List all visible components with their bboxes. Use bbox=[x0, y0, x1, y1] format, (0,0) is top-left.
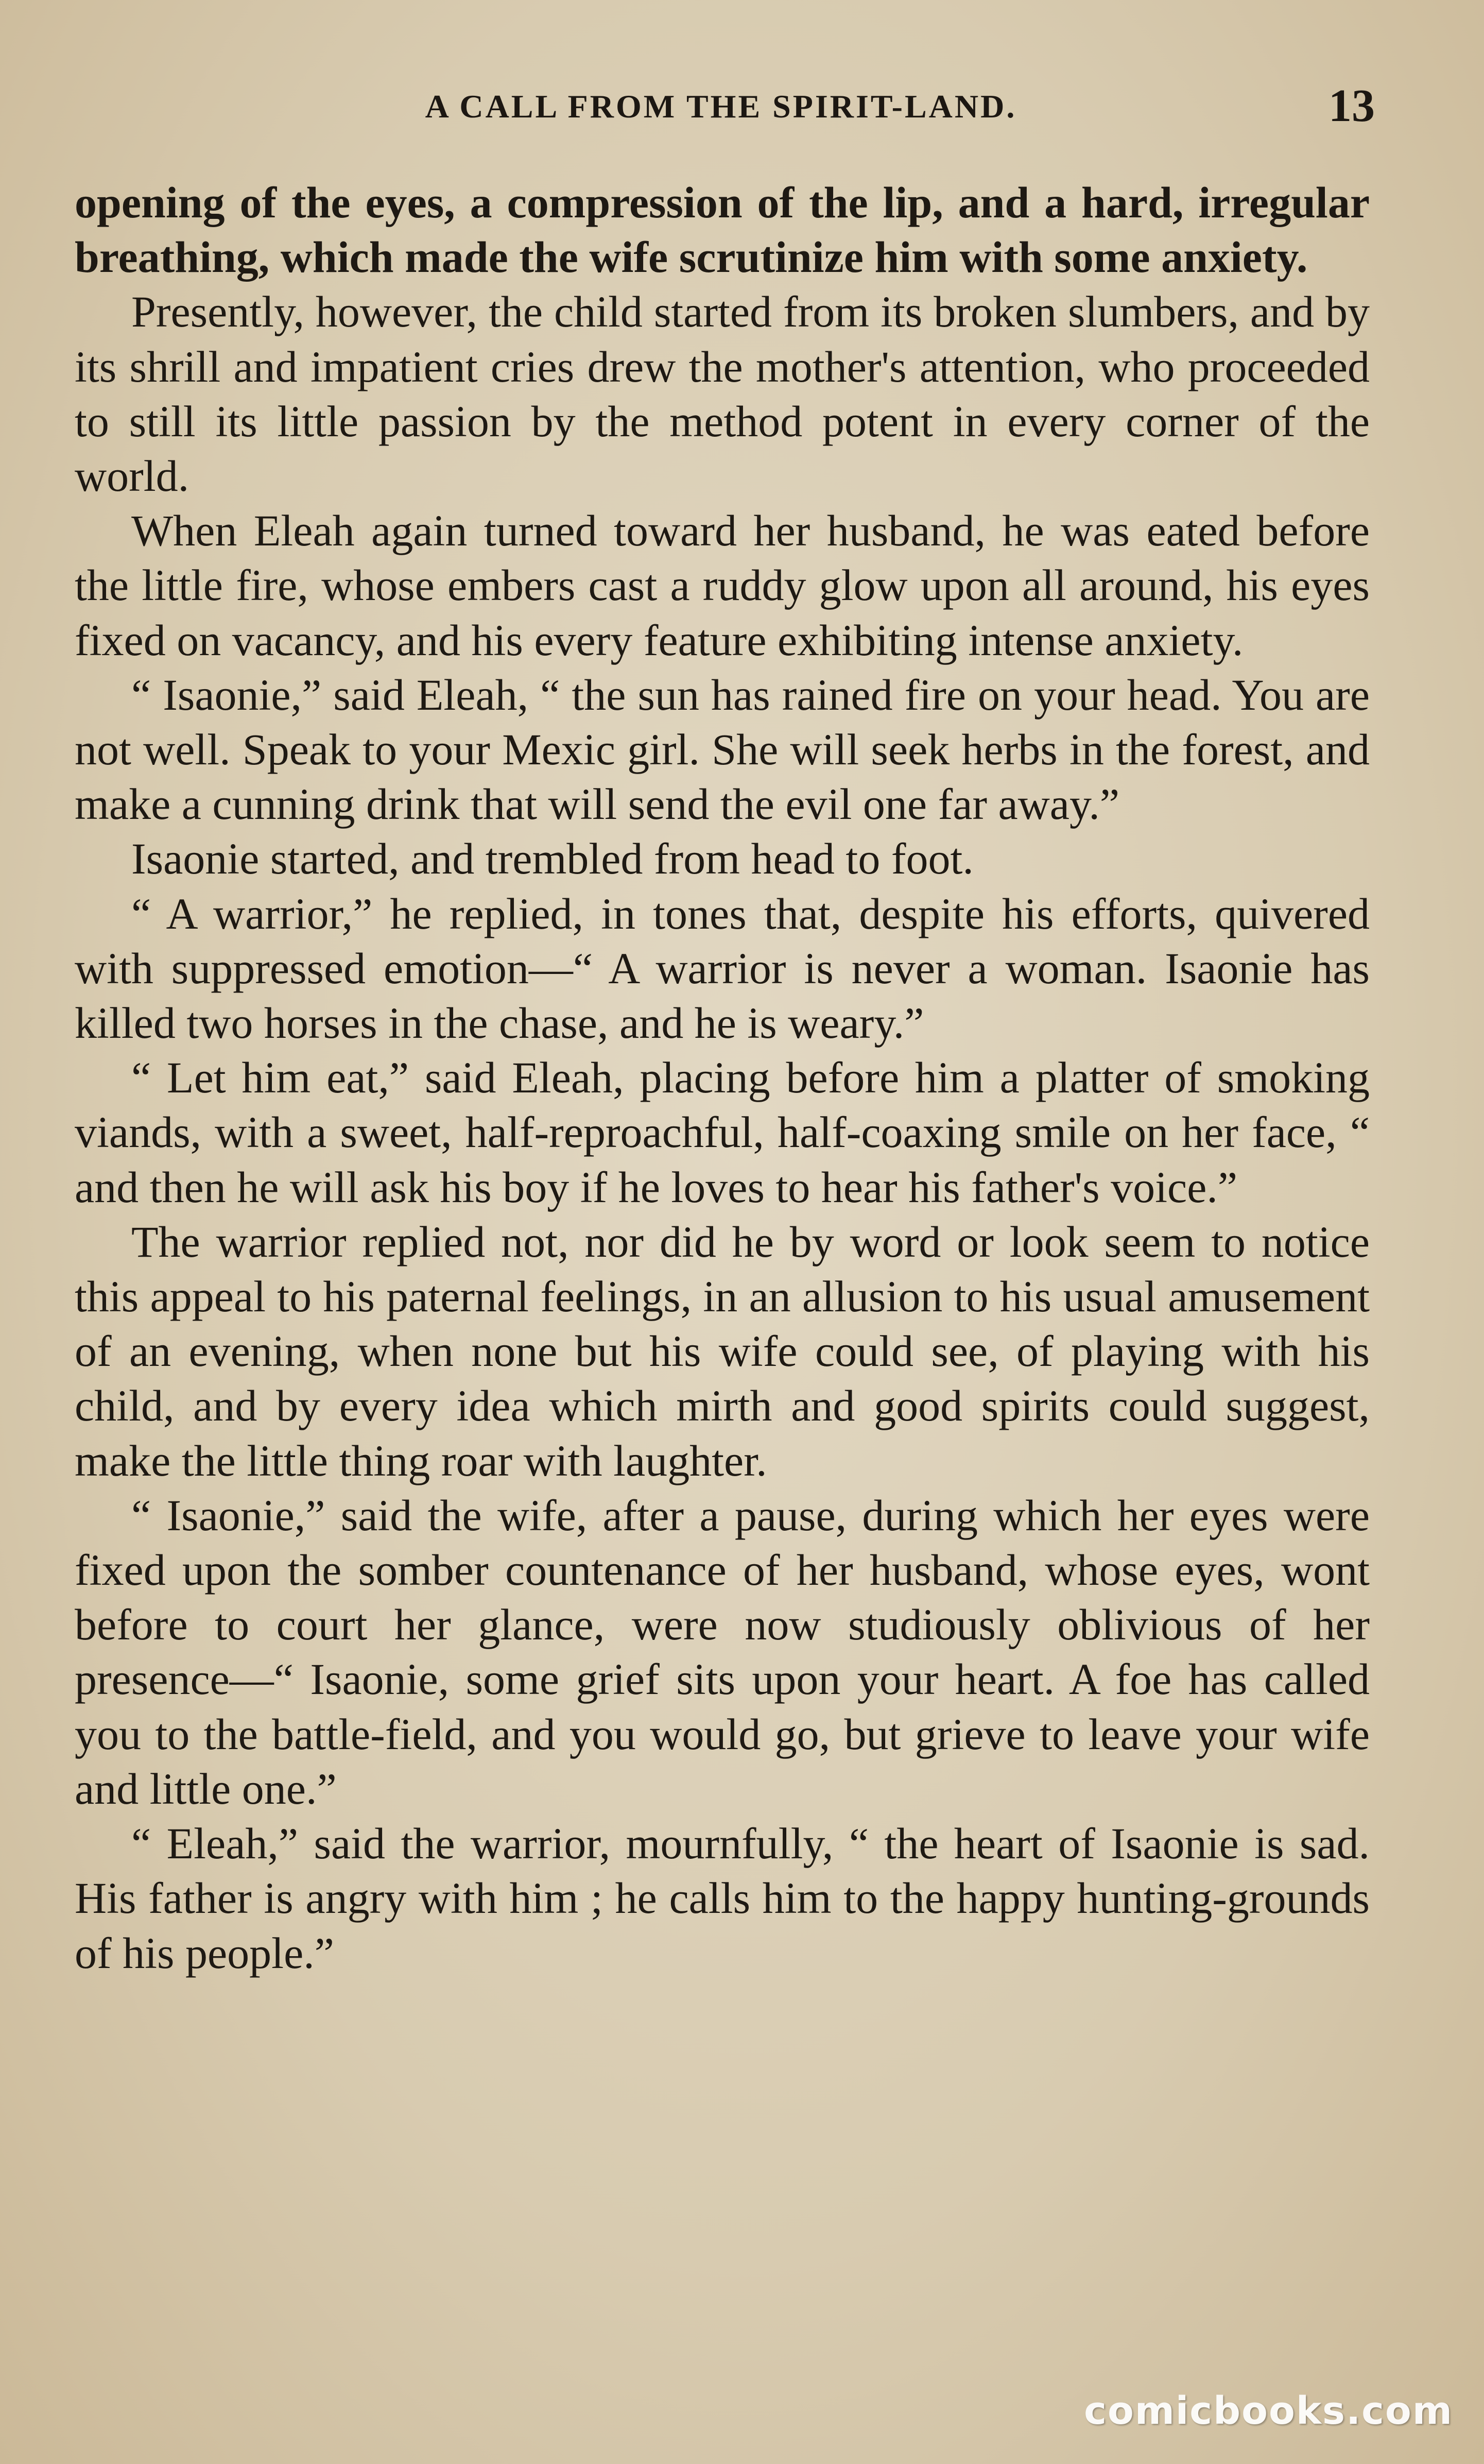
running-head bbox=[72, 80, 1375, 139]
paragraph-9: “ Isaonie,” said the wife, after a pause, during which her eyes were fixed upon the somber countenance of her husband, whose eyes, wont before to court her glance, were now studiously oblivious of her presence—“ Isaonie, some grief sits upon your heart. A foe has called you to the battle-field, and you would go, but grieve to leave your wife and little one.” bbox=[75, 1490, 1370, 1813]
paragraph-4: “ Isaonie,” said Eleah, “ the sun has rained fire on your head. You are not well. Speak to your Mexic girl. She will seek herbs in the forest, and make a cunning drink that will send the evil one far away.” bbox=[75, 670, 1370, 829]
paragraph-10: “ Eleah,” said the warrior, mournfully, “ the heart of Isaonie is sad. His father is angry with him ; he calls him to the happy hunting-grounds of his people.” bbox=[75, 1819, 1370, 1978]
paragraph-8: The warrior replied not, nor did he by word or look seem to notice this appeal to his paternal feelings, in an allusion to his usual amusement of an evening, when none but his wife could see, of playing with his child, and by every idea which mirth and good spirits could suggest, make the little thing roar with laughter. bbox=[75, 1217, 1370, 1485]
paragraph-2: Presently, however, the child started from its broken slumbers, and by its shrill and impatient cries drew the mother's attention, who proceeded to still its little passion by the method potent in every corner of the world. bbox=[75, 287, 1370, 501]
body-text bbox=[75, 175, 1370, 1980]
paragraph-6: “ A warrior,” he replied, in tones that, despite his efforts, quivered with suppressed emotion—“ A warrior is never a woman. Isaonie has killed two horses in the chase, and he is weary.” bbox=[75, 888, 1370, 1048]
watermark: comicbooks.com bbox=[1084, 2389, 1453, 2433]
page-number: 13 bbox=[1328, 80, 1375, 131]
paragraph-5: Isaonie started, and trembled from head to foot. bbox=[131, 834, 974, 884]
paragraph-1: opening of the eyes, a compression of the lip, and a hard, irregular breathing, which made the wife scrutinize him with some anxiety. bbox=[75, 178, 1370, 282]
paragraph-3: When Eleah again turned toward her husband, he was eated before the little fire, whose embers cast a ruddy glow upon all around, his eyes fixed on vacancy, and his every feature exhibiting intense anxiety. bbox=[75, 506, 1370, 665]
paragraph-7: “ Let him eat,” said Eleah, placing before him a platter of smoking viands, with a sweet, half-reproachful, half-coaxing smile on her face, “ and then he will ask his boy if he loves to hear his father's voice.” bbox=[75, 1053, 1370, 1212]
running-title: A CALL FROM THE SPIRIT-LAND. bbox=[425, 88, 1017, 125]
